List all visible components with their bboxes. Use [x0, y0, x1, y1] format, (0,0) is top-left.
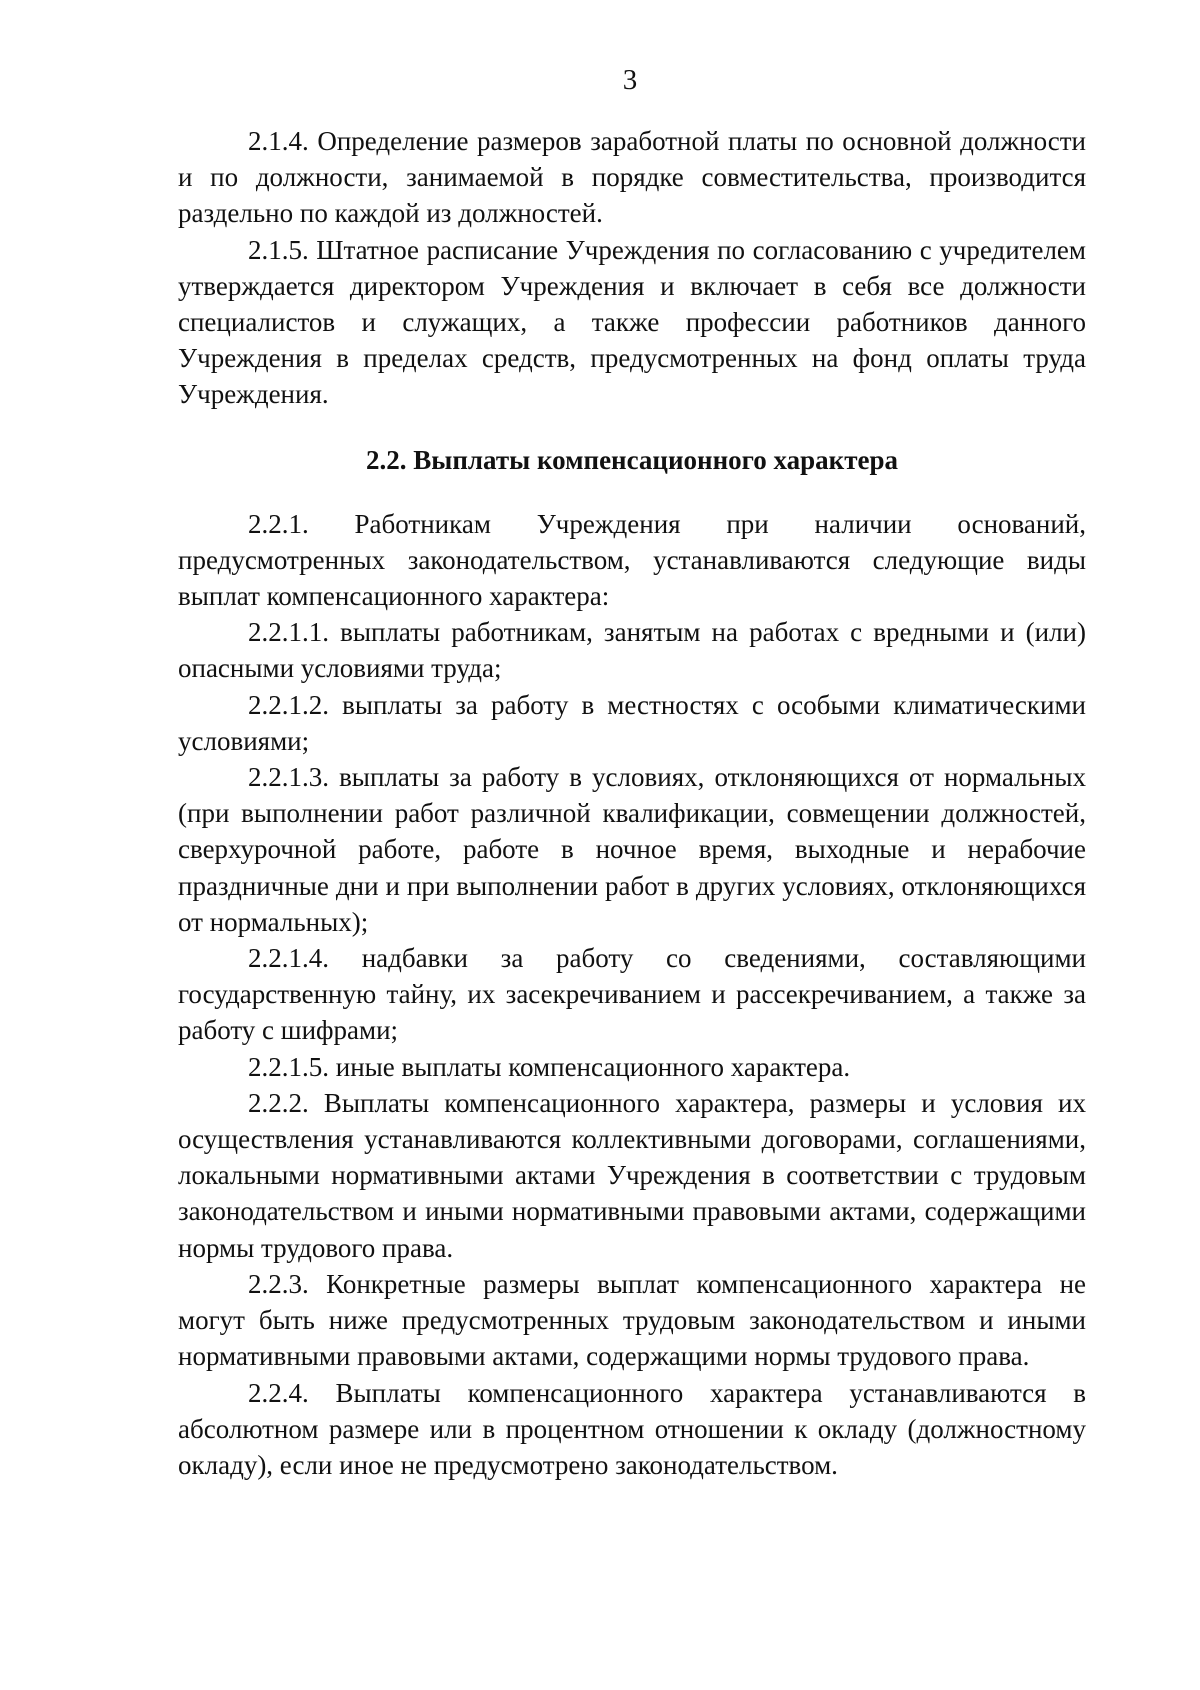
page-number: 3 [622, 64, 638, 96]
paragraph-2-2-4: 2.2.4. Выплаты компенсационного характера устанавливаются в абсолютном размере или в процентном отношении к окладу (должностному окладу), если иное не предусмотрено законодательством. [178, 1377, 1086, 1480]
paragraph-2-2-1-2: 2.2.1.2. выплаты за работу в местностях с особыми климатическими условиями; [178, 689, 1086, 756]
paragraph-2-2-1-1: 2.2.1.1. выплаты работникам, занятым на работах с вредными и (или) опасными условиями труда; [178, 617, 1086, 684]
paragraph-2-2-1-5: 2.2.1.5. иные выплаты компенсационного характера. [248, 1051, 851, 1082]
paragraph-2-2-2: 2.2.2. Выплаты компенсационного характера, размеры и условия их осуществления устанавливаются коллективными договорами, соглашениями, локальными нормативными актами Учреждения в соответствии с трудовым законодательством и иными нормативными правовыми актами, содержащими нормы трудового права. [178, 1087, 1086, 1263]
paragraph-2-2-1-3: 2.2.1.3. выплаты за работу в условиях, отклоняющихся от нормальных (при выполнении работ различной квалификации, совмещении должностей, сверхурочной работе, работе в ночное время, выходные и нерабочие праздничные дни и при выполнении работ в других условиях, отклоняющихся от нормальных); [178, 762, 1086, 937]
paragraph-2-1-5: 2.1.5. Штатное расписание Учреждения по согласованию с учредителем утверждается директором Учреждения и включает в себя все должности специалистов и служащих, а также профессии работников данного Учреждения в пределах средств, предусмотренных на фонд оплаты труда Учреждения. [178, 234, 1086, 410]
paragraph-2-2-3: 2.2.3. Конкретные размеры выплат компенсационного характера не могут быть ниже предусмотренных трудовым законодательством и иными нормативными правовыми актами, содержащими нормы трудового права. [178, 1268, 1086, 1372]
paragraph-2-1-4: 2.1.4. Определение размеров заработной платы по основной должности и по должности, занимаемой в порядке совместительства, производится раздельно по каждой из должностей. [178, 126, 1086, 229]
paragraph-2-2-1-4: 2.2.1.4. надбавки за работу со сведениями, составляющими государственную тайну, их засекречиванием и рассекречиванием, а также за работу с шифрами; [178, 943, 1086, 1046]
section-heading: 2.2. Выплаты компенсационного характера [366, 444, 898, 475]
document-body [178, 123, 1086, 1483]
paragraph-2-2-1: 2.2.1. Работникам Учреждения при наличии оснований, предусмотренных законодательством, устанавливаются следующие виды выплат компенсационного характера: [178, 508, 1086, 612]
